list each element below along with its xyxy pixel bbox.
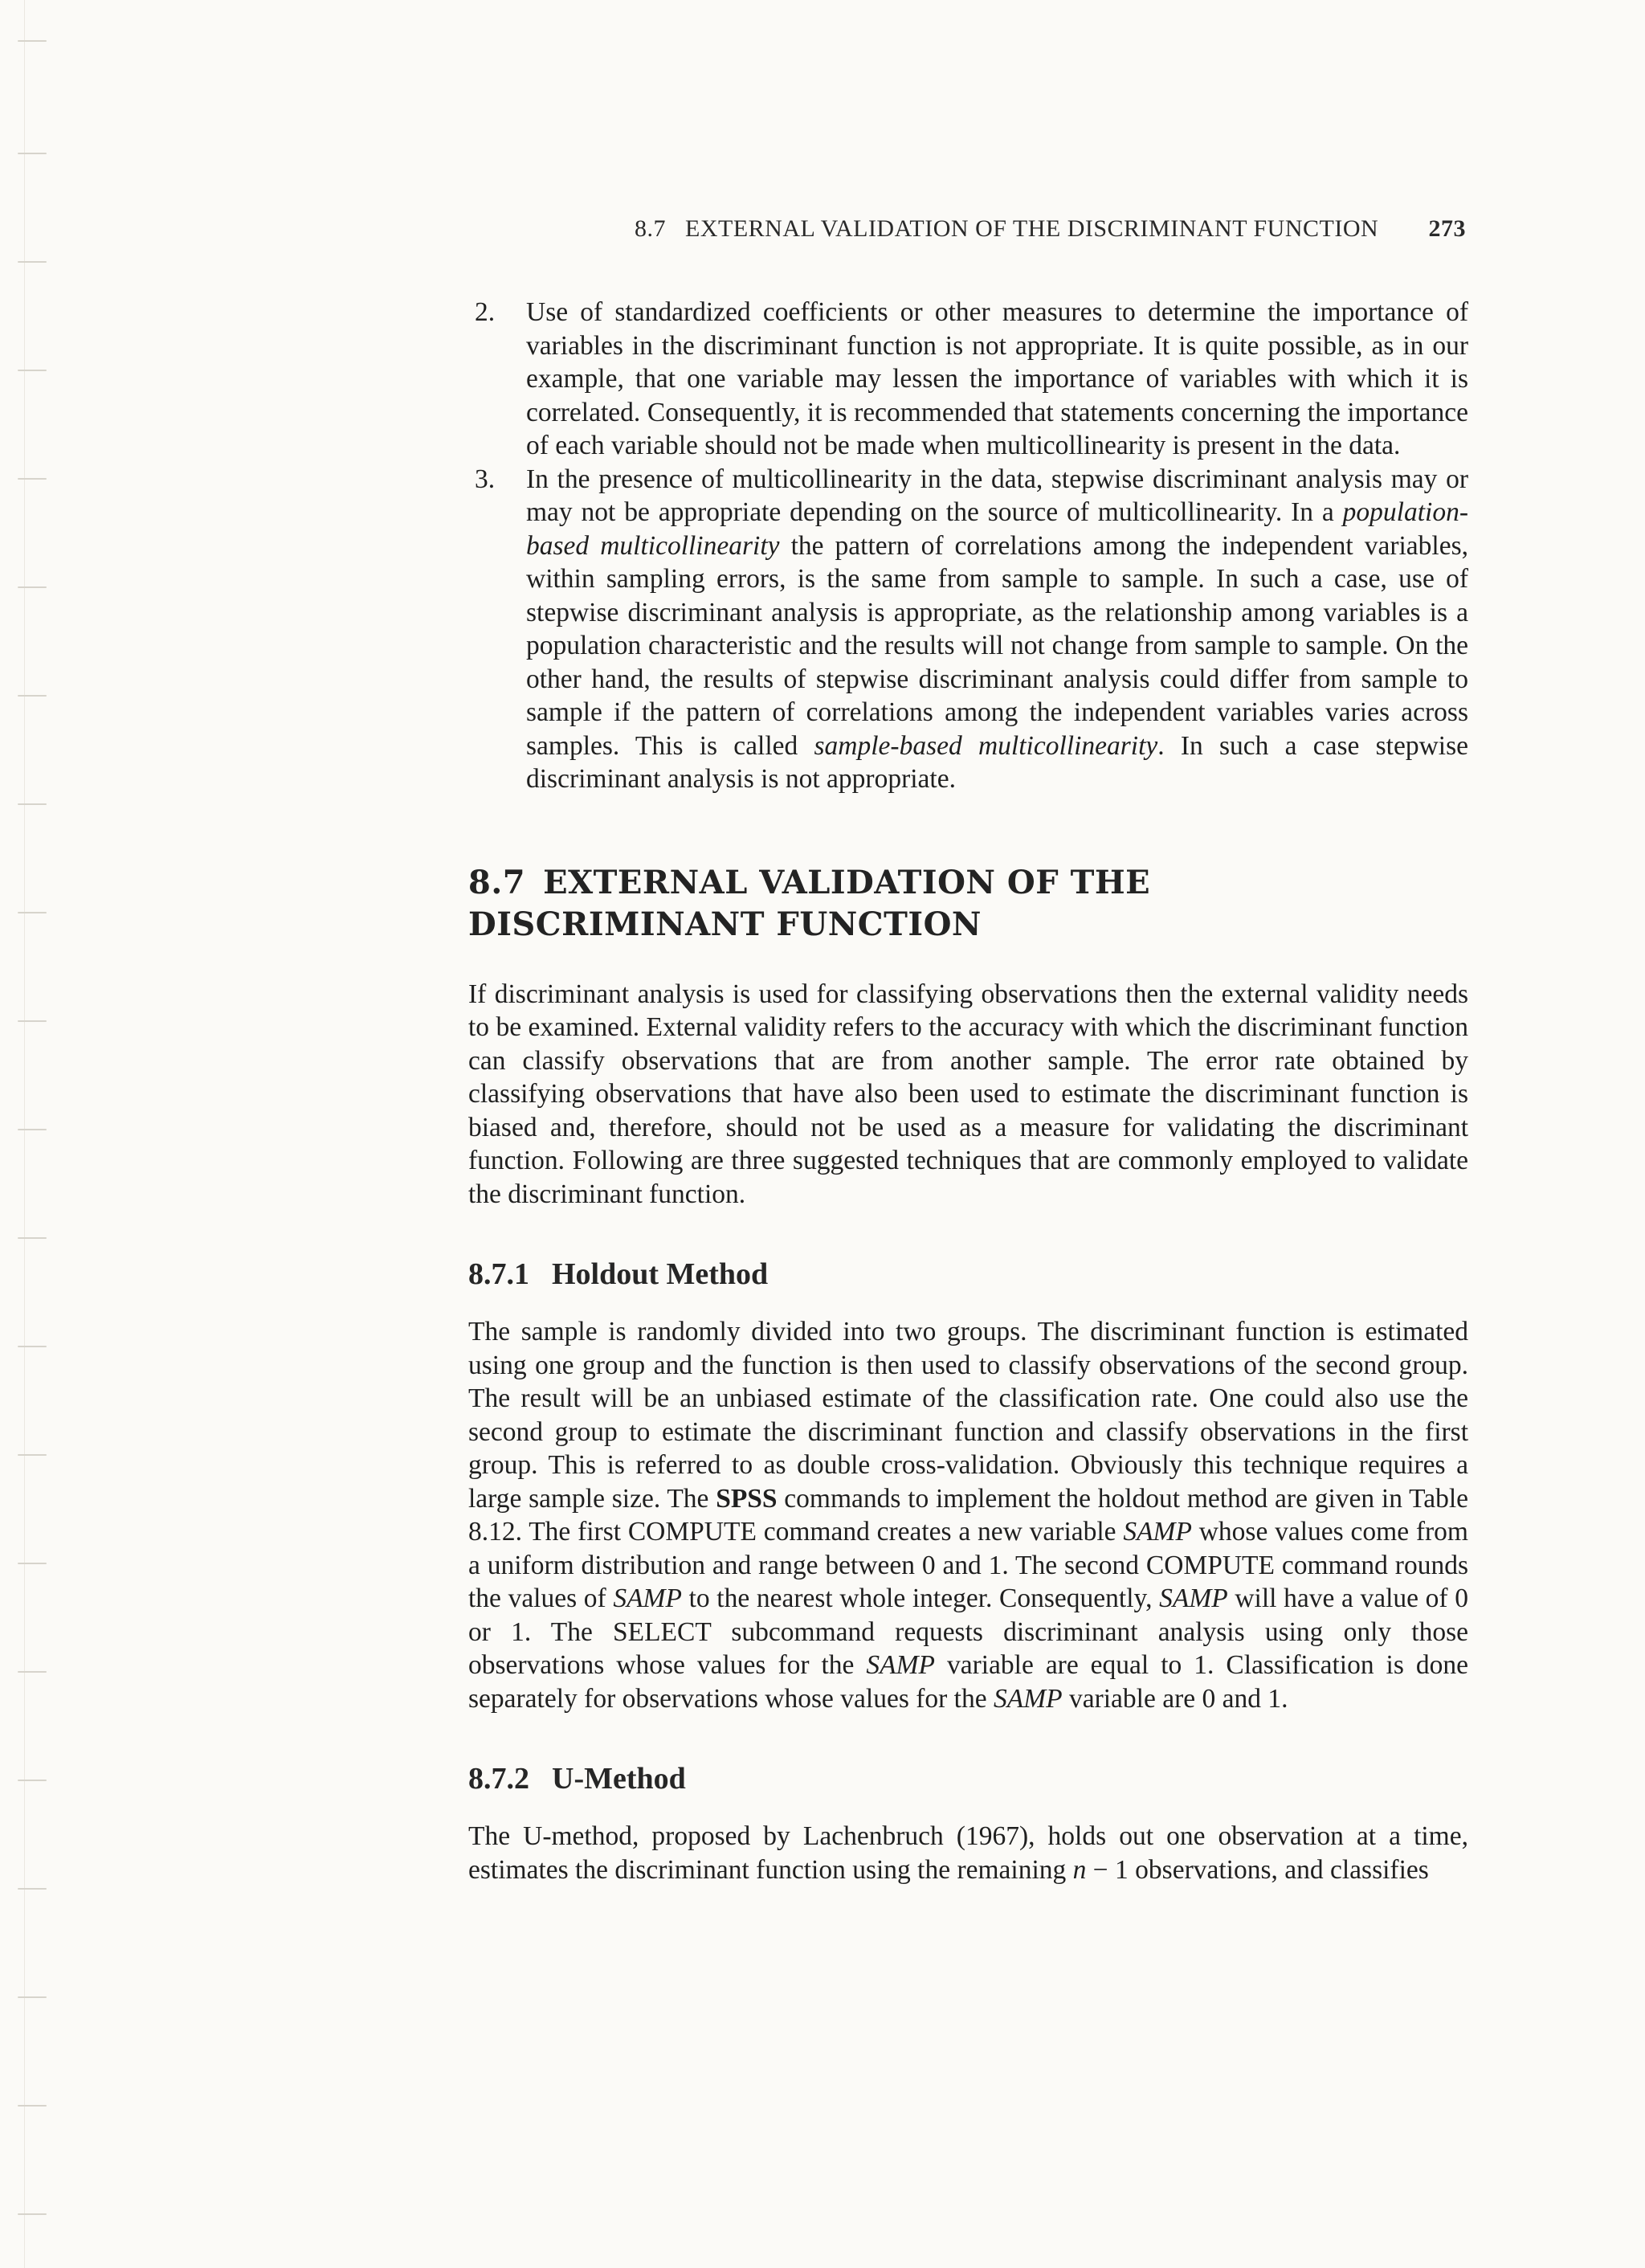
section-title-line2: DISCRIMINANT FUNCTION bbox=[468, 905, 982, 943]
holdout-paragraph: The sample is randomly divided into two groups. The discriminant function is estimated using one group and the function is then used to classify observations of the second group. The result will be an unbiased estimate of the classification rate. One could also use the second group to estimate the discriminant function and classify observations in the first group. This is referred to as double cross-validation. Obviously this technique requires a large sample size. The SPSS commands to implement the holdout method are given in Table 8.12. The first COMPUTE command creates a new variable SAMP whose values come from a uniform distribution and range between 0 and 1. The second COMPUTE command rounds the values of SAMP to the nearest whole integer. Consequently, SAMP will have a value of 0 or 1. The SELECT subcommand requests discriminant analysis using only those observations whose values for the SAMP variable are equal to 1. Classification is done separately for observations whose values for the SAMP variable are 0 and 1. bbox=[468, 1317, 1469, 1714]
subsection-number: 8.7.2 bbox=[468, 1762, 529, 1796]
section-heading bbox=[468, 862, 1468, 946]
list-item-2 bbox=[468, 296, 1468, 463]
list-item-3 bbox=[468, 463, 1468, 796]
list-number: 3. bbox=[475, 464, 496, 494]
body-text bbox=[468, 296, 1468, 1886]
subsection-title: Holdout Method bbox=[552, 1257, 769, 1291]
section-title-line1: EXTERNAL VALIDATION OF THE bbox=[543, 863, 1151, 901]
list-item-text: In the presence of multicollinearity in the data, stepwise discriminant analysis may or may not be appropriate depending on the source of multicollinearity. In a population-based multicollinearity the pattern of correlations among the independent variables, within sampling errors, is the same from sample to sample. In such a case, use of stepwise discriminant analysis is appropriate, as the relationship among variables is a population characteristic and the results will not change from sample to sample. On the other hand, the results of stepwise discriminant analysis could differ from sample to sample if the pattern of correlations among the independent variables varies across samples. This is called sample-based multicollinearity. In such a case stepwise discriminant analysis is not appropriate. bbox=[526, 464, 1468, 794]
section-intro-paragraph: If discriminant analysis is used for classifying observations then the external validity needs to be examined. External validity refers to the accuracy with which the discriminant function can classify observations that are from another sample. The error rate obtained by classifying observations that have also been used to estimate the discriminant function is biased and, therefore, should not be used as a measure for validating the discriminant function. Following are three suggested techniques that are commonly employed to validate the discriminant function. bbox=[468, 979, 1468, 1209]
u-method-paragraph: The U-method, proposed by Lachenbruch (1967), holds out one observation at a time, estimates the discriminant function using the remaining n − 1 observations, and classifies bbox=[468, 1821, 1468, 1885]
running-title: 8.7 EXTERNAL VALIDATION OF THE DISCRIMINANT FUNCTION bbox=[635, 215, 1379, 242]
page-number: 273 bbox=[1428, 215, 1466, 242]
subsection-heading-holdout bbox=[468, 1256, 1468, 1293]
subsection-heading-u-method bbox=[468, 1760, 1468, 1797]
subsection-title: U-Method bbox=[552, 1762, 686, 1796]
section-number: 8.7 bbox=[468, 863, 526, 901]
running-header bbox=[635, 215, 1466, 243]
list-number: 2. bbox=[475, 297, 496, 327]
term-population-based: population-based multicollinearity bbox=[526, 497, 1468, 561]
subsection-number: 8.7.1 bbox=[468, 1257, 529, 1291]
scan-edge-ticks bbox=[18, 32, 50, 2250]
term-sample-based: sample-based multicollinearity bbox=[814, 730, 1158, 761]
list-item-text: Use of standardized coefficients or other measures to determine the importance of variables in the discriminant function is not appropriate. It is quite possible, as in our example, that one variable may lessen the importance of variables with which it is correlated. Consequently, it is recommended that statements concerning the importance of each variable should not be made when multicollinearity is present in the data. bbox=[526, 297, 1468, 460]
